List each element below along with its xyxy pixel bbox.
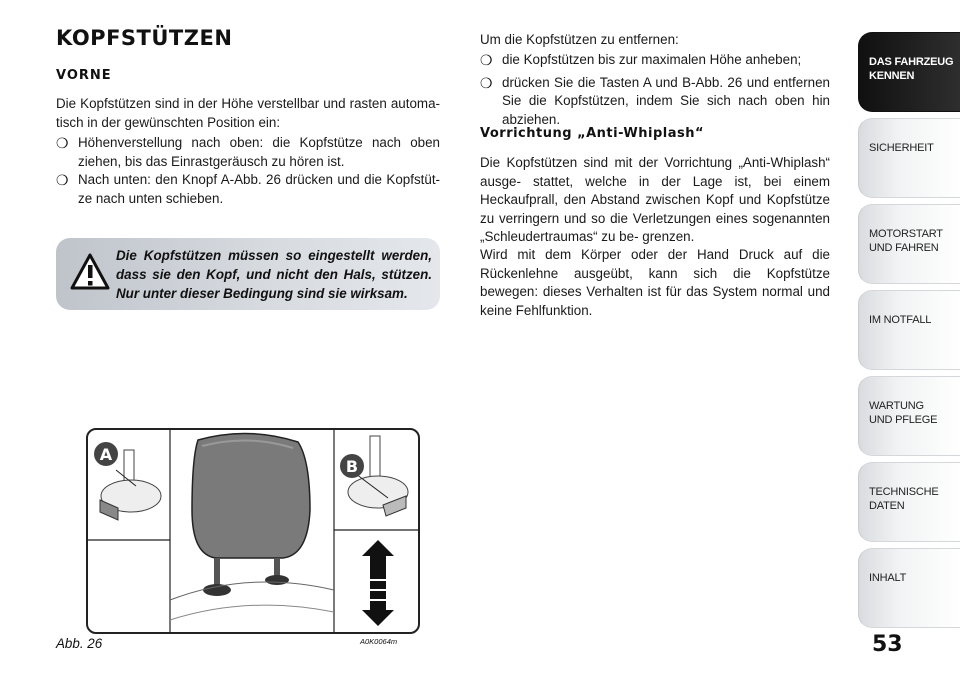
tab-label: SICHERHEIT [869,142,934,154]
figure-label-b: B [345,457,359,476]
list-item-text: die Kopfstützen bis zur maximalen Höhe anheben; [502,52,802,67]
warning-box [56,238,440,310]
anti-whiplash-note: Wird mit dem Körper oder der Hand Druck auf die Rückenlehne ausgeübt, kann sich die Kopfstütze bewegen: dieses Verhalten ist für das System normal und keine Fehlfunktion. [480,247,830,318]
intro-paragraph: Die Kopfstützen sind in der Höhe verstellbar und rasten automa- tisch in der gewünschten Position ein: [56,96,440,130]
figure-label-a: A [99,445,113,464]
chapter-tabs [858,32,960,634]
tab-label: WARTUNG UND PFLEGE [869,400,938,426]
removal-bullet-list [480,51,830,129]
tab-wartung-und-pflege[interactable] [858,376,960,456]
list-item-text: Höhenverstellung nach oben: die Kopfstütze nach oben ziehen, bis das Einrastgeräusch zu hören ist. [78,135,440,169]
list-item [56,134,440,171]
section-subheading-anti-whiplash: Vorrichtung „Anti-Whiplash“ [480,126,705,141]
section-subheading-vorne: VORNE [56,68,112,83]
list-item-text: drücken Sie die Tasten A und B-Abb. 26 und entfernen Sie die Kopfstützen, indem Sie sich nach oben hin abziehen. [502,74,830,127]
page-number: 53 [872,632,903,657]
figure-headrest [86,428,420,634]
removal-intro: Um die Kopfstützen zu entfernen: [480,32,679,47]
tab-im-notfall[interactable] [858,290,960,370]
list-item-text: Nach unten: den Knopf A-Abb. 26 drücken und die Kopfstüt- ze nach unten schieben. [78,172,440,206]
bullet-marker: ❍ [56,172,69,188]
anti-whiplash-paragraph: Die Kopfstützen sind mit der Vorrichtung „Anti-Whiplash“ ausge- stattet, welche in der Lage ist, bei einem Heckaufprall, den Abstand zwischen Kopf und Kopfstütze zu verringern und so die Verletzungen eines sogenannten „Schleudertraumas“ zu be- grenzen. [480,155,830,244]
tab-label: TECHNISCHE DATEN [869,486,939,512]
bullet-marker: ❍ [480,52,493,68]
figure-code: A0K0064m [360,637,398,646]
tab-label: INHALT [869,572,907,584]
page-title: KOPFSTÜTZEN [56,26,233,50]
tab-inhalt[interactable] [858,548,960,628]
warning-triangle-icon [70,252,110,292]
tab-das-fahrzeug-kennen[interactable] [858,32,960,112]
tab-label: IM NOTFALL [869,314,932,326]
bullet-marker: ❍ [56,135,69,151]
tab-label: MOTORSTART UND FAHREN [869,228,943,254]
tab-label: DAS FAHRZEUG KENNEN [869,56,954,82]
list-item [480,51,830,70]
bullet-marker: ❍ [480,74,493,91]
list-item [480,74,830,130]
headrest-illustration [88,430,418,632]
tab-technische-daten[interactable] [858,462,960,542]
tab-motorstart-und-fahren[interactable] [858,204,960,284]
tab-sicherheit[interactable] [858,118,960,198]
list-item [56,171,440,208]
adjust-bullet-list [56,134,440,208]
warning-text: Die Kopfstützen müssen so eingestellt werden, dass sie den Kopf, und nicht den Hals, stützen. Nur unter dieser Bedingung sind sie wirksam. [116,248,432,301]
figure-caption: Abb. 26 [56,636,103,651]
